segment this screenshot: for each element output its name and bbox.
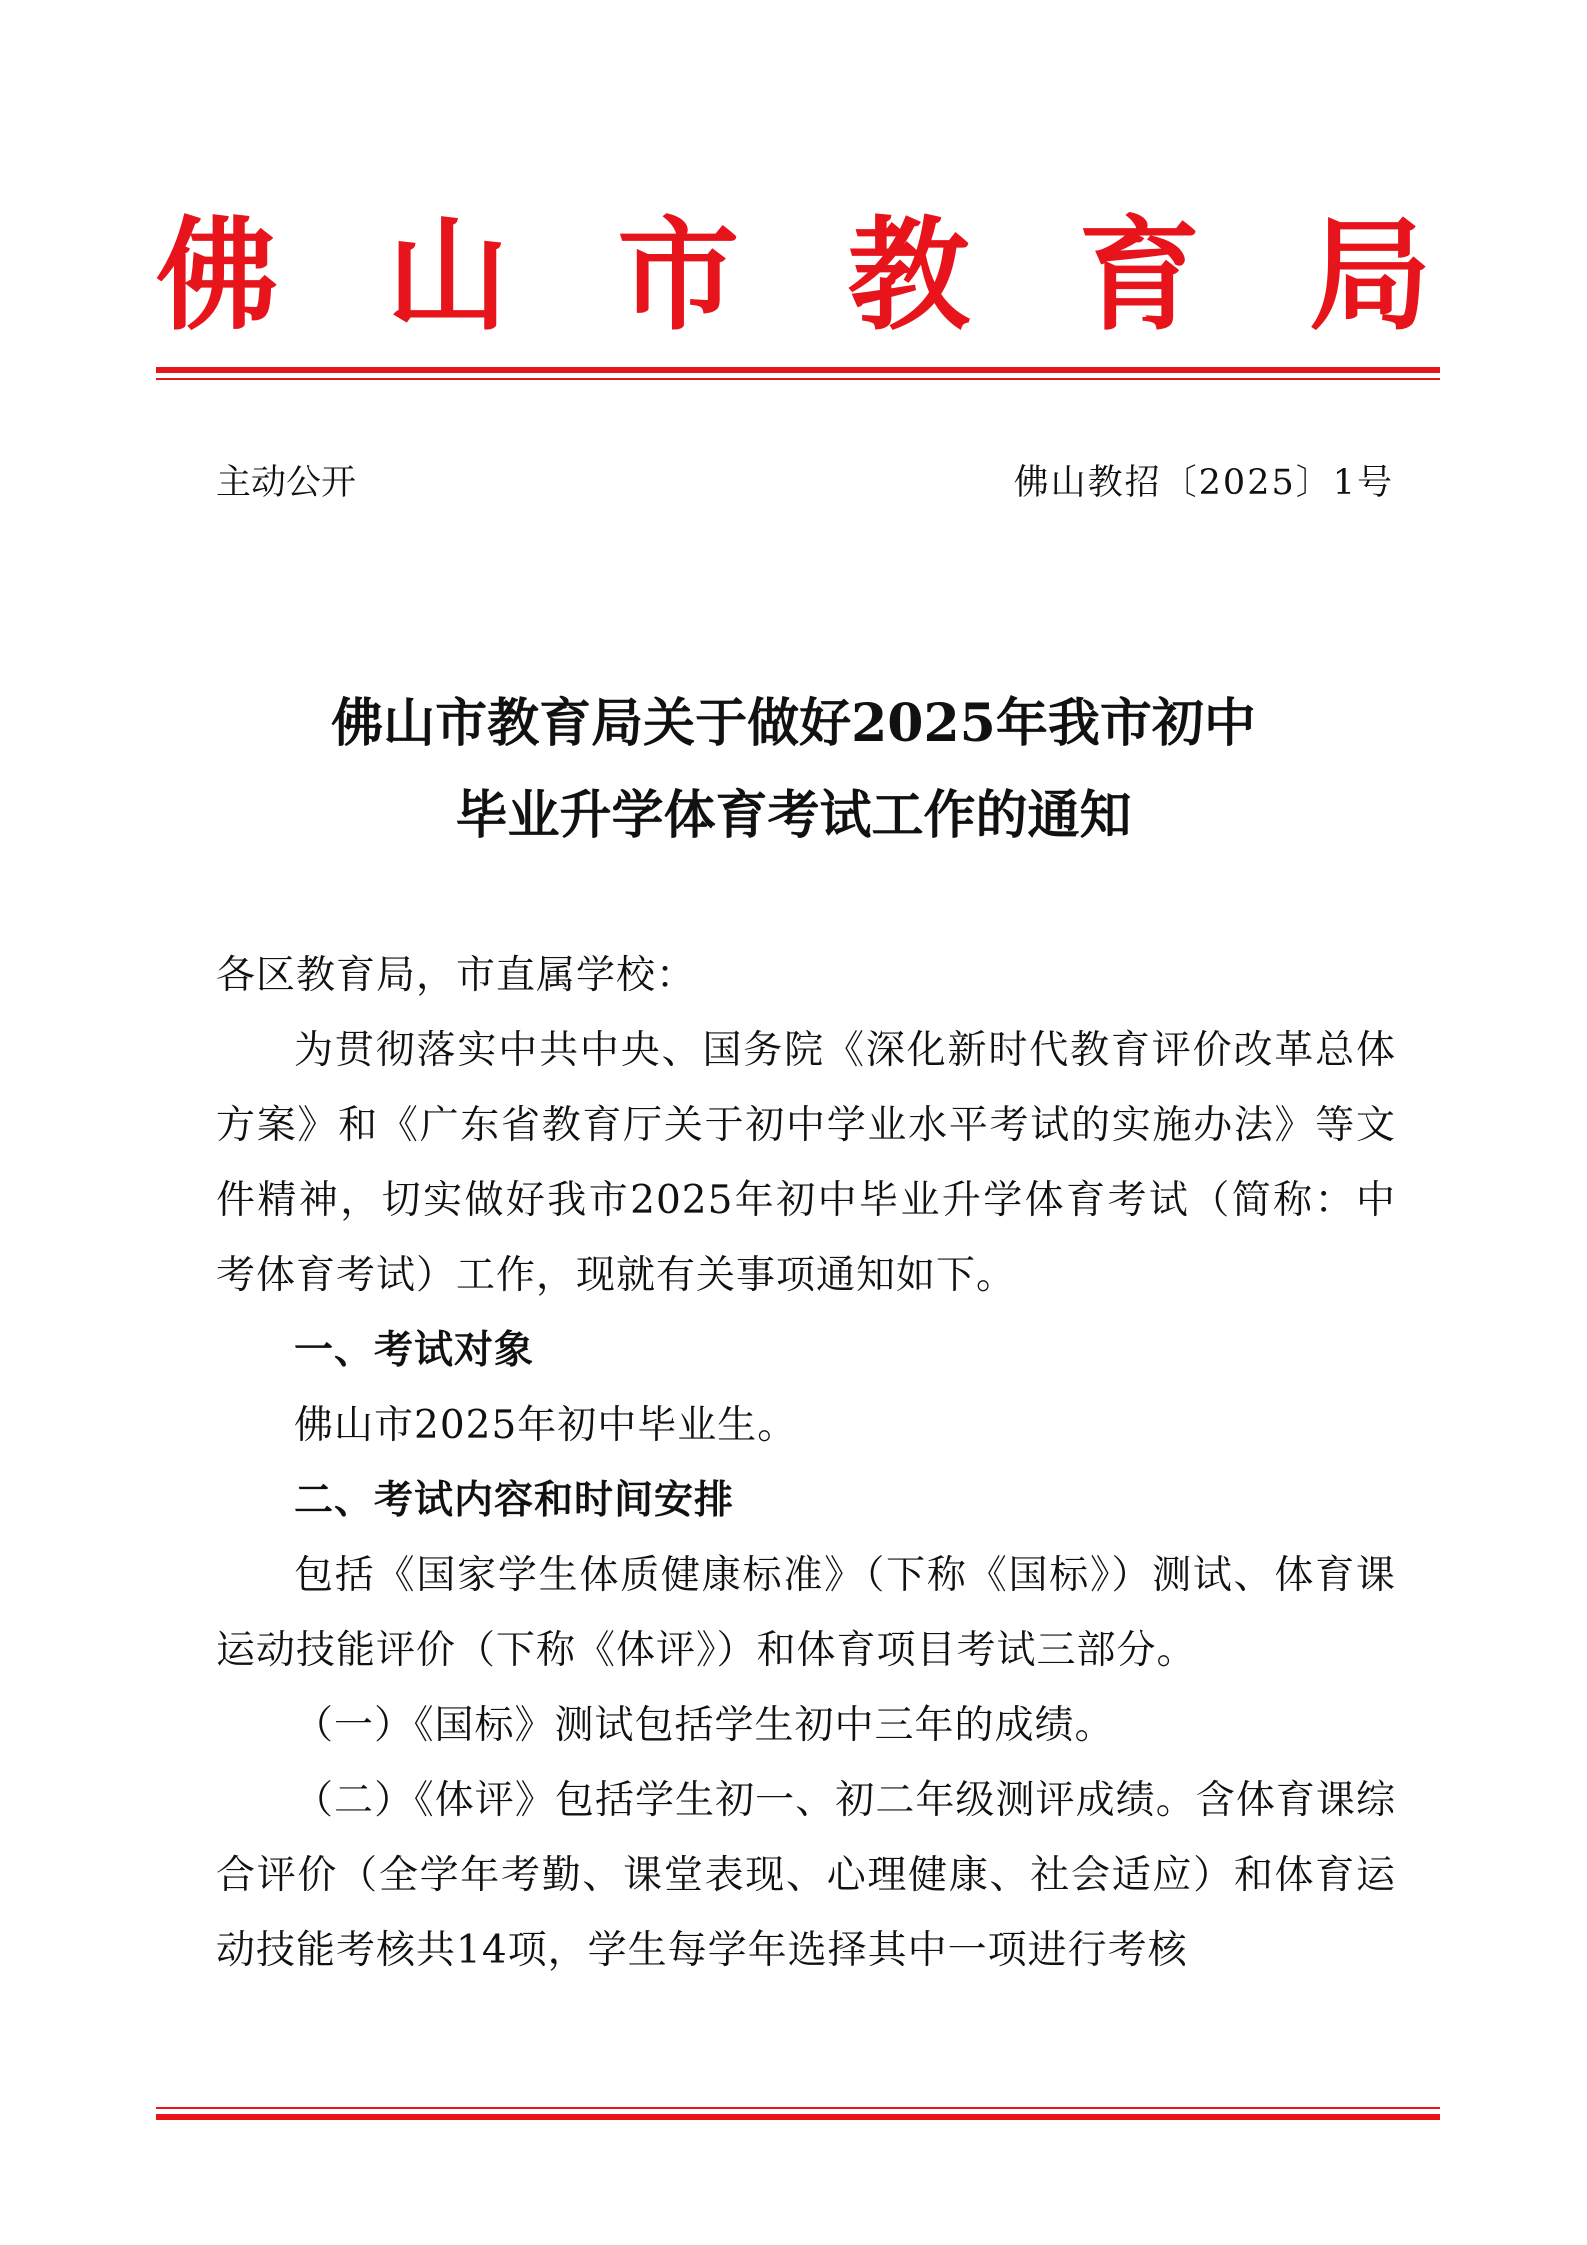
footer-rule-thick [156, 2114, 1440, 2120]
document-number: 佛山教招〔2025〕1号 [1013, 463, 1394, 503]
section-2-heading: 二、考试内容和时间安排 [294, 1478, 735, 1523]
masthead-char: 育 [1078, 203, 1201, 347]
document-meta [216, 458, 1394, 508]
masthead-char: 局 [1308, 203, 1431, 347]
masthead-char: 市 [617, 203, 740, 347]
title-line-1: 佛山市教育局关于做好2025年我市初中 [331, 693, 1256, 754]
section-2-item-1: （一）《国标》测试包括学生初中三年的成绩。 [294, 1703, 1115, 1748]
section-2-text: 包括《国家学生体质健康标准》（下称《国标》）测试、体育课运动技能评价（下称《体评》）和体育项目考试三部分。 [216, 1553, 1396, 1673]
title-line-2: 毕业升学体育考试工作的通知 [455, 785, 1132, 846]
masthead-char: 教 [847, 203, 970, 347]
section-1-text: 佛山市2025年初中毕业生。 [294, 1403, 798, 1448]
masthead [156, 200, 1431, 350]
header-rule-thick [156, 367, 1440, 373]
masthead-char: 山 [386, 203, 509, 347]
document-body [216, 938, 1396, 1988]
footer-rule-thin [156, 2107, 1440, 2109]
document-title [156, 678, 1431, 862]
section-1-heading: 一、考试对象 [294, 1328, 535, 1373]
salutation: 各区教育局，市直属学校： [216, 953, 697, 998]
header-rule-thin [156, 378, 1440, 380]
masthead-char: 佛 [156, 203, 278, 347]
disclosure-label: 主动公开 [216, 463, 357, 503]
intro-paragraph: 为贯彻落实中共中央、国务院《深化新时代教育评价改革总体方案》和《广东省教育厅关于初中学业水平考试的实施办法》等文件精神，切实做好我市2025年初中毕业升学体育考试（简称：中考体育考试）工作，现就有关事项通知如下。 [216, 1028, 1396, 1298]
section-2-item-2: （二）《体评》包括学生初一、初二年级测评成绩。含体育课综合评价（全学年考勤、课堂表现、心理健康、社会适应）和体育运动技能考核共14项，学生每学年选择其中一项进行考核 [216, 1778, 1396, 1973]
